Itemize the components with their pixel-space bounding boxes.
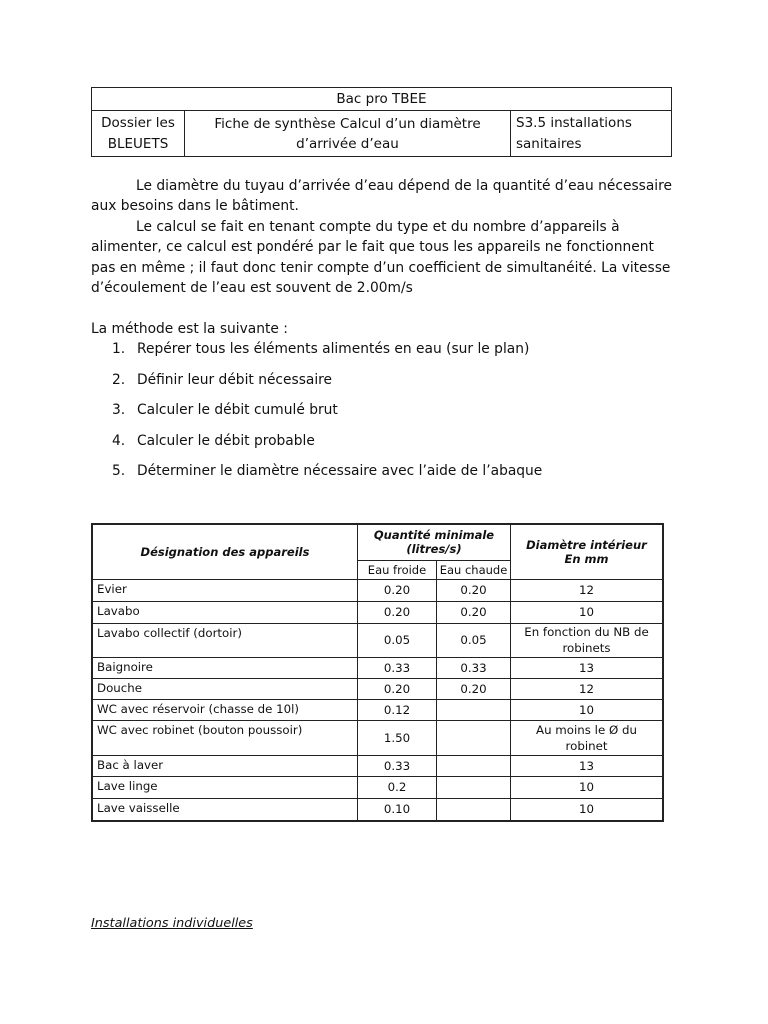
header-title: Bac pro TBEE: [92, 88, 672, 111]
step-text: Définir leur débit nécessaire: [137, 371, 333, 388]
table-row: [92, 798, 663, 821]
cell-eau-froide: 0.20: [358, 579, 437, 601]
fiche-line-2: d’arrivée d’eau: [296, 135, 399, 152]
step-number: 3.: [112, 402, 126, 418]
intro-text-2: Le calcul se fait en tenant compte du type et du nombre d’appareils à alimenter, ce calcul est pondéré par le fait que tous les appareils ne fonctionnent pas en même ; il faut donc tenir compte d’un coefficient de simultanéité. La vitesse d’écoulement de l’eau est souvent de 2.00m/s: [91, 219, 671, 297]
cell-eau-froide: 1.50: [358, 720, 437, 755]
cell-eau-chaude: 0.20: [437, 678, 511, 699]
cell-eau-froide: 0.33: [358, 657, 437, 678]
table-row: [92, 755, 663, 776]
cell-diametre-line-2: robinet: [565, 738, 608, 753]
list-item: [112, 431, 542, 462]
fiche-cell: [185, 111, 511, 157]
cell-designation: WC avec réservoir (chasse de 10l): [92, 699, 358, 720]
table-row: [92, 623, 663, 657]
step-text: Calculer le débit probable: [137, 432, 315, 449]
step-number: 4.: [112, 432, 126, 449]
subheading-installations: Installations individuelles: [91, 916, 253, 931]
step-number: 2.: [112, 371, 126, 388]
list-item: [112, 339, 542, 370]
header-diametre-line-1: Diamètre intérieur: [526, 537, 647, 552]
cell-eau-chaude: [437, 720, 511, 755]
header-table: [91, 87, 672, 157]
cell-eau-froide: 0.20: [358, 678, 437, 699]
step-text: Calculer le débit cumulé brut: [137, 402, 338, 418]
cell-eau-chaude: [437, 798, 511, 821]
cell-designation: Douche: [92, 678, 358, 699]
step-number: 5.: [112, 463, 126, 479]
dossier-line-2: BLEUETS: [107, 135, 169, 152]
dossier-line-1: Dossier les: [101, 114, 175, 131]
table-row: [92, 678, 663, 699]
step-number: 1.: [112, 341, 126, 357]
cell-diametre: 10: [511, 798, 664, 821]
cell-eau-froide: 0.33: [358, 755, 437, 776]
cell-designation: Lavabo collectif (dortoir): [92, 623, 358, 657]
table-row: [92, 720, 663, 755]
table-row: [92, 776, 663, 798]
header-designation: Désignation des appareils: [92, 524, 358, 579]
cell-designation: Bac à laver: [92, 755, 358, 776]
header-eau-chaude: Eau chaude: [437, 560, 511, 579]
cell-diametre: [511, 720, 664, 755]
table-row: [92, 579, 663, 601]
cell-diametre-line-1: En fonction du NB de: [524, 625, 649, 639]
cell-eau-froide: 0.2: [358, 776, 437, 798]
cell-diametre: 12: [511, 678, 664, 699]
table-row: [92, 601, 663, 623]
cell-diametre: 12: [511, 579, 664, 601]
header-diametre: [511, 524, 664, 579]
cell-eau-froide: 0.20: [358, 601, 437, 623]
section-line-2: sanitaires: [516, 136, 582, 152]
cell-eau-froide: 0.12: [358, 699, 437, 720]
cell-eau-chaude: 0.20: [437, 579, 511, 601]
table-row: [92, 699, 663, 720]
intro-paragraph-1: [91, 176, 681, 217]
cell-eau-chaude: [437, 755, 511, 776]
cell-diametre: 10: [511, 699, 664, 720]
cell-eau-froide: 0.05: [358, 623, 437, 657]
cell-eau-chaude: 0.05: [437, 623, 511, 657]
section-cell: [511, 111, 672, 157]
cell-diametre: 13: [511, 657, 664, 678]
cell-eau-chaude: 0.20: [437, 601, 511, 623]
section-line-1: S3.5 installations: [516, 115, 632, 131]
cell-eau-froide: 0.10: [358, 798, 437, 821]
method-intro: La méthode est la suivante :: [91, 321, 288, 337]
header-quantite-line-1: Quantité minimale: [373, 528, 495, 543]
cell-designation: Lave vaisselle: [92, 798, 358, 821]
cell-designation: Evier: [92, 579, 358, 601]
fiche-line-1: Fiche de synthèse Calcul d’un diamètre: [214, 115, 481, 132]
table-row: [92, 657, 663, 678]
list-item: [112, 400, 542, 431]
step-text: Repérer tous les éléments alimentés en eau (sur le plan): [137, 341, 530, 357]
cell-diametre: 10: [511, 601, 664, 623]
cell-eau-chaude: [437, 699, 511, 720]
header-diametre-line-2: En mm: [564, 551, 609, 566]
cell-diametre-line-1: Au moins le Ø du: [536, 722, 637, 737]
cell-diametre-line-2: robinets: [562, 641, 611, 655]
appliance-table: [91, 523, 664, 822]
list-item: [112, 370, 542, 401]
dossier-cell: [92, 111, 185, 157]
cell-designation: WC avec robinet (bouton poussoir): [92, 720, 358, 755]
cell-diametre: 10: [511, 776, 664, 798]
cell-diametre: 13: [511, 755, 664, 776]
intro-paragraph-2: [91, 217, 681, 299]
cell-diametre: [511, 623, 664, 657]
cell-designation: Lave linge: [92, 776, 358, 798]
method-steps: [112, 339, 542, 492]
cell-designation: Baignoire: [92, 657, 358, 678]
cell-designation: Lavabo: [92, 601, 358, 623]
cell-eau-chaude: [437, 776, 511, 798]
cell-eau-chaude: 0.33: [437, 657, 511, 678]
header-eau-froide: Eau froide: [358, 560, 437, 579]
step-text: Déterminer le diamètre nécessaire avec l’aide de l’abaque: [137, 463, 543, 479]
header-quantite: [358, 524, 511, 560]
header-quantite-line-2: (litres/s): [406, 542, 462, 557]
list-item: [112, 461, 542, 492]
intro-text-1: Le diamètre du tuyau d’arrivée d’eau dépend de la quantité d’eau nécessaire aux besoins dans le bâtiment.: [91, 178, 672, 215]
